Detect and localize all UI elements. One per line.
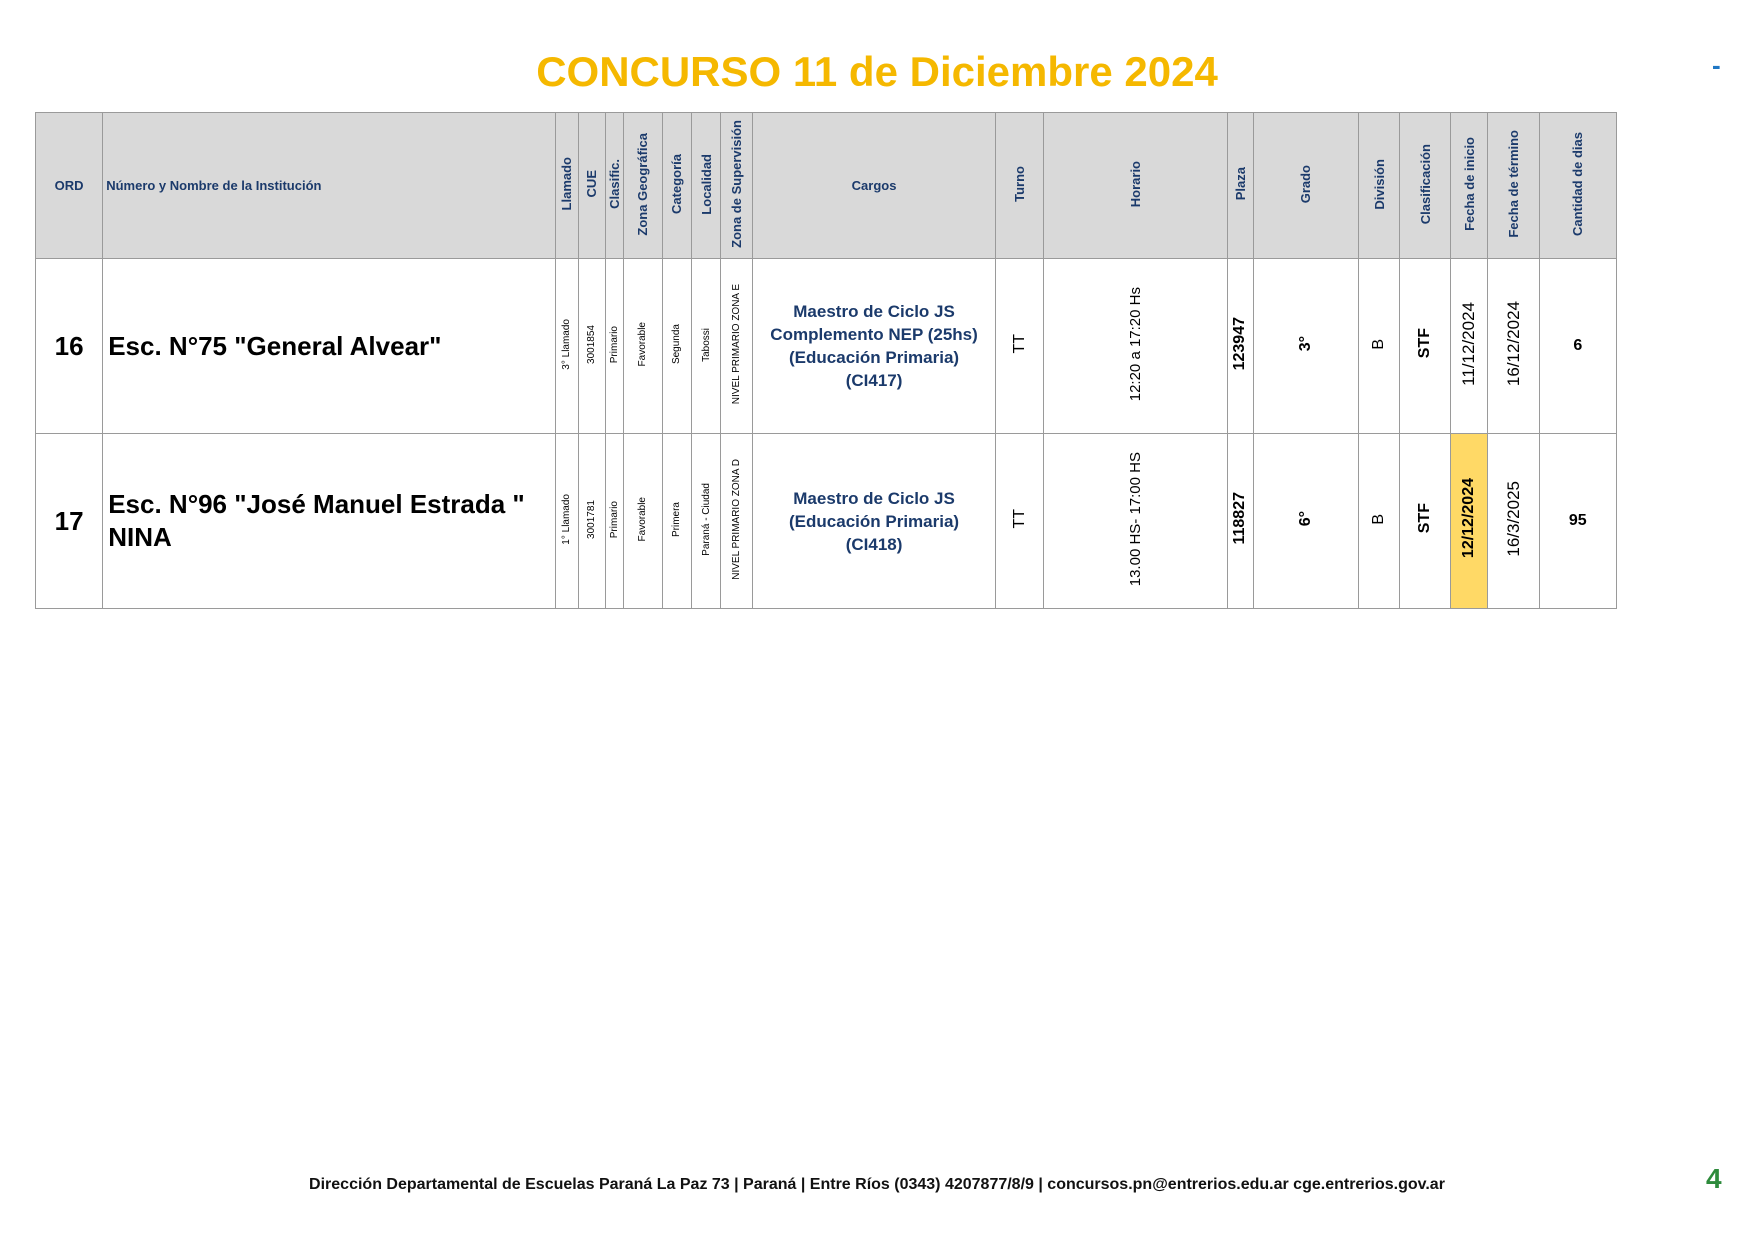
cell-llamado: 1° Llamado — [555, 434, 578, 609]
cell-zona-geografica: Favorable — [623, 434, 662, 609]
cell-llamado: 3° Llamado — [555, 259, 578, 434]
page-title: CONCURSO 11 de Diciembre 2024 — [536, 48, 1218, 95]
cell-plaza: 123947 — [1227, 259, 1253, 434]
header-zona-geografica: Zona Geográfica — [623, 113, 662, 259]
header-ord: ORD — [36, 113, 103, 259]
cell-localidad: Tabossi — [692, 259, 721, 434]
cell-cantidad-dias: 6 — [1539, 259, 1616, 434]
cell-categoria: Segunda — [662, 259, 691, 434]
cargo-line: (CI418) — [845, 534, 903, 554]
header-zona-supervision: Zona de Supervisión — [721, 113, 753, 259]
page-number: 4 — [1706, 1163, 1722, 1194]
header-grado: Grado — [1253, 113, 1358, 259]
header-fecha-inicio: Fecha de inicio — [1451, 113, 1488, 259]
cell-localidad: Paraná - Ciudad — [692, 434, 721, 609]
table-header-row — [36, 113, 1617, 259]
cargo-line: (Educación Primaria) — [789, 348, 960, 367]
cell-division: B — [1359, 259, 1400, 434]
cell-turno: TT — [995, 259, 1043, 434]
cargo-line: Complemento NEP (25hs) — [770, 325, 978, 344]
cell-horario: 12:20 a 17:20 Hs — [1044, 259, 1228, 434]
cell-horario: 13.00 HS- 17:00 HS — [1044, 434, 1228, 609]
cell-fecha-inicio: 11/12/2024 — [1451, 259, 1488, 434]
cell-cargos — [753, 259, 996, 434]
header-clasificacion: Clasificación — [1400, 113, 1451, 259]
header-categoria: Categoría — [662, 113, 691, 259]
cell-institucion: Esc. N°96 "José Manuel Estrada " NINA — [103, 434, 555, 609]
cargo-line: Maestro de Ciclo JS — [793, 302, 955, 321]
table-row — [36, 259, 1617, 434]
header-division: División — [1359, 113, 1400, 259]
top-link[interactable]: - — [1712, 50, 1721, 80]
cell-turno: TT — [995, 434, 1043, 609]
cell-cue: 3001781 — [578, 434, 605, 609]
cell-fecha-termino: 16/3/2025 — [1488, 434, 1539, 609]
cell-ord: 17 — [36, 434, 103, 609]
cell-cargos — [753, 434, 996, 609]
cell-clasificacion: STF — [1400, 434, 1451, 609]
cargo-line: Maestro de Ciclo JS — [793, 488, 955, 508]
header-fecha-termino: Fecha de término — [1488, 113, 1539, 259]
header-cargos: Cargos — [753, 113, 996, 259]
header-cantidad-dias: Cantidad de dias — [1539, 113, 1616, 259]
table-row — [36, 434, 1617, 609]
cell-grado: 3° — [1253, 259, 1358, 434]
cell-grado: 6° — [1253, 434, 1358, 609]
cell-clasific: Primario — [605, 259, 623, 434]
cell-cantidad-dias: 95 — [1539, 434, 1616, 609]
cell-fecha-inicio-highlighted: 12/12/2024 — [1451, 434, 1488, 609]
cargo-line: (Educación Primaria) — [789, 511, 960, 531]
header-institucion: Número y Nombre de la Institución — [103, 113, 555, 259]
header-plaza: Plaza — [1227, 113, 1253, 259]
cell-zona-supervision: NIVEL PRIMARIO ZONA D — [721, 434, 753, 609]
cell-categoria: Primera — [662, 434, 691, 609]
cargo-line: (CI417) — [845, 371, 903, 390]
cell-cue: 3001854 — [578, 259, 605, 434]
cell-division: B — [1359, 434, 1400, 609]
header-horario: Horario — [1044, 113, 1228, 259]
cell-ord: 16 — [36, 259, 103, 434]
cell-zona-geografica: Favorable — [623, 259, 662, 434]
cell-fecha-termino: 16/12/2024 — [1488, 259, 1539, 434]
cell-clasificacion: STF — [1400, 259, 1451, 434]
cell-zona-supervision: NIVEL PRIMARIO ZONA E — [721, 259, 753, 434]
vacancy-table — [35, 112, 1617, 609]
header-localidad: Localidad — [692, 113, 721, 259]
footer-contact: Dirección Departamental de Escuelas Paraná La Paz 73 | Paraná | Entre Ríos (0343) 4207877/8/9 | concursos.pn@entrerios.edu.ar cge.entrerios.gov.ar — [309, 1176, 1445, 1193]
header-turno: Turno — [995, 113, 1043, 259]
header-llamado: Llamado — [555, 113, 578, 259]
cell-plaza: 118827 — [1227, 434, 1253, 609]
cell-clasific: Primario — [605, 434, 623, 609]
header-cue: CUE — [578, 113, 605, 259]
header-clasific: Clasific. — [605, 113, 623, 259]
cell-institucion: Esc. N°75 "General Alvear" — [103, 259, 555, 434]
